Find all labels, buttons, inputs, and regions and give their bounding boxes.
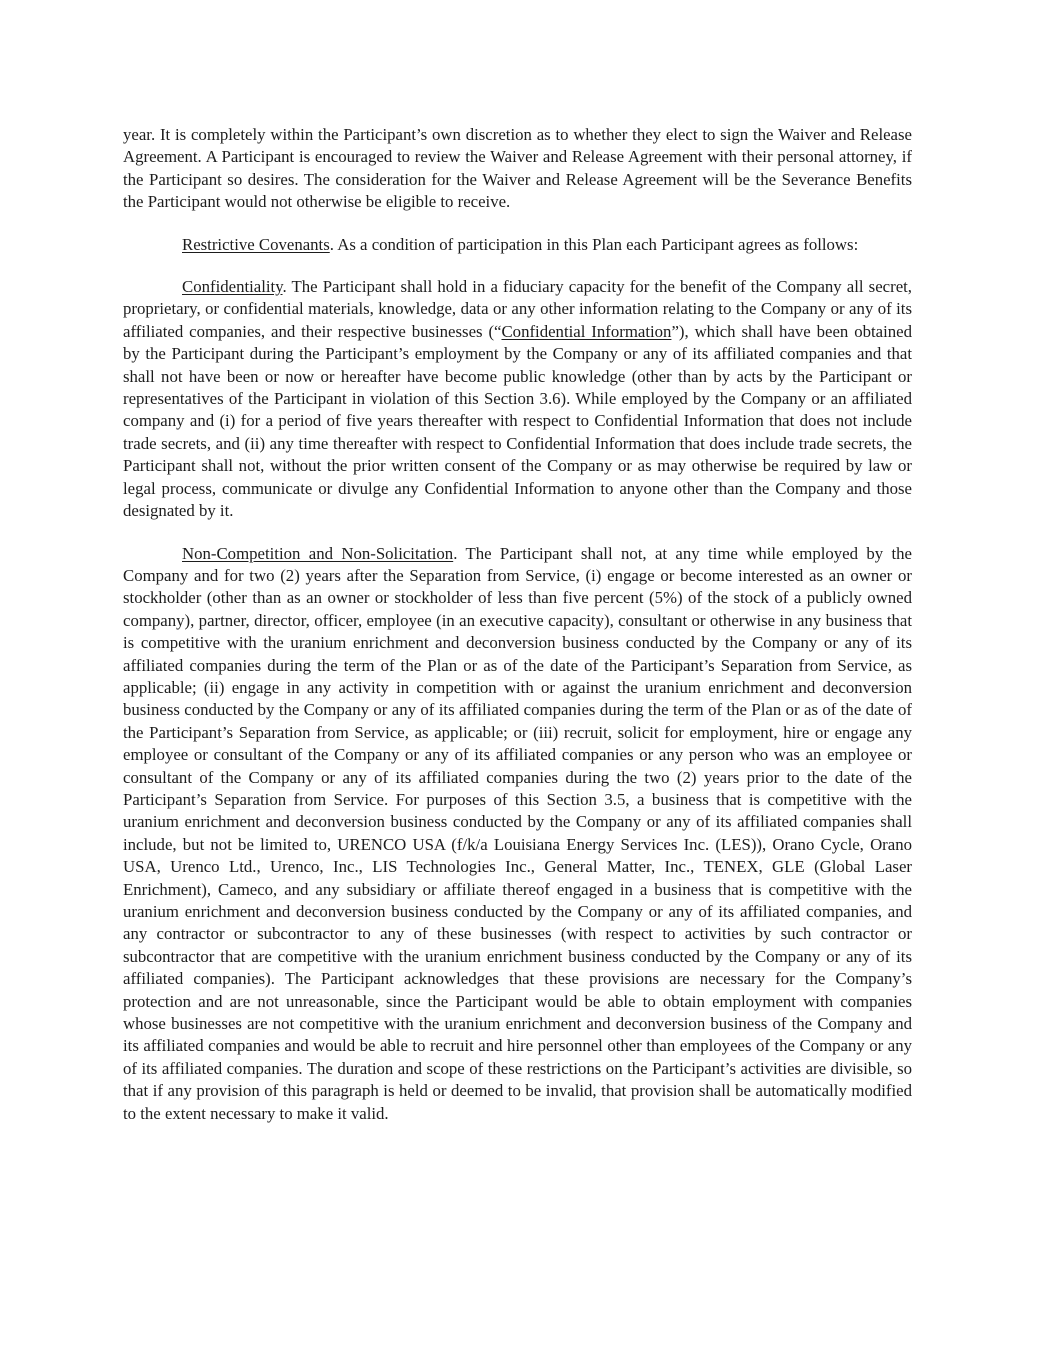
paragraph <box>123 543 912 1126</box>
paragraph <box>123 276 912 522</box>
underlined-heading-run: Non-Competition and Non-Solicitation <box>182 543 454 563</box>
underlined-heading-run: Confidentiality <box>182 277 283 297</box>
text-run: . The Participant shall not, at any time while employed by the Company and for two (2) years after the Separation from Service, (i) engage or become interested as an owner or stockholder (other than as an owner or stockholder of less than five percent (5%) of the stock of a publicly owned company), partner, director, officer, employee (in an executive capacity), consultant or otherwise in any business that is competitive with the uranium enrichment and deconversion business conducted by the Company or any of its affiliated companies during the term of the Plan or as of the date of the Participant’s Separation from Service, as applicable; (ii) engage in any activity in competition with or against the uranium enrichment and deconversion business conducted by the Company or any of its affiliated companies during the term of the Plan or as of the date of the Participant’s Separation from Service, as applicable; or (iii) recruit, solicit for employment, hire or engage any employee or consultant of the Company or any of its affiliated companies or any person who was an employee or consultant of the Company or any of its affiliated companies during the two (2) years prior to the date of the Participant’s Separation from Service. For purposes of this Section 3.5, a business that is competitive with the uranium enrichment and deconversion business conducted by the Company or any of its affiliated companies shall include, but not be limited to, URENCO USA (f/k/a Louisiana Energy Services Inc. (LES)), Orano Cycle, Orano USA, Urenco Ltd., Urenco, Inc., LIS Technologies Inc., General Matter, Inc., TENEX, GLE (Global Laser Enrichment), Cameco, and any subsidiary or affiliate thereof engaged in a business that is competitive with the uranium enrichment and deconversion business conducted by the Company or any of its affiliated companies, and any contractor or subcontractor to any of these businesses (with respect to activities by such contractor or subcontractor that are competitive with the uranium enrichment business conducted by the Company or any of its affiliated companies). The Participant acknowledges that these provisions are necessary for the Company’s protection and are not unreasonable, since the Participant would be able to obtain employment with companies whose businesses are not competitive with the uranium enrichment and deconversion business of the Company and its affiliated companies and would be able to recruit and hire personnel other than employees of the Company or any of its affiliated companies. The duration and scope of these restrictions on the Participant’s activities are divisible, so that if any provision of this paragraph is held or deemed to be invalid, that provision shall be automatically modified to the extent necessary to make it valid. <box>123 543 912 1123</box>
document-body <box>123 124 912 1125</box>
underlined-heading-run: Restrictive Covenants <box>182 234 330 254</box>
paragraph <box>123 234 912 256</box>
text-run: ”), which shall have been obtained by the Participant during the Participant’s employment by the Company or any of its affiliated companies and that shall not have been or now or hereafter have become public knowledge (other than by acts by the Participant or representatives of the Participant in violation of this Section 3.6). While employed by the Company or an affiliated company and (i) for a period of five years thereafter with respect to Confidential Information that does not include trade secrets, and (ii) any time thereafter with respect to Confidential Information that does include trade secrets, the Participant shall not, without the prior written consent of the Company or as may otherwise be required by law or legal process, communicate or divulge any Confidential Information to anyone other than the Company and those designated by it. <box>123 321 912 521</box>
text-run: . As a condition of participation in this Plan each Participant agrees as follows: <box>329 234 859 254</box>
paragraph <box>123 124 912 214</box>
underlined-heading-run: Confidential Information <box>501 321 672 341</box>
text-run: year. It is completely within the Participant’s own discretion as to whether they elect to sign the Waiver and Release Agreement. A Participant is encouraged to review the Waiver and Release Agreement with their personal attorney, if the Participant so desires. The consideration for the Waiver and Release Agreement will be the Severance Benefits the Participant would not otherwise be eligible to receive. <box>123 125 912 212</box>
text-run: . The Participant shall hold in a fiduciary capacity for the benefit of the Company all secret, proprietary, or confidential materials, knowledge, data or any other information relating to the Company or any of its affiliated companies, and their respective businesses (“ <box>123 277 912 341</box>
